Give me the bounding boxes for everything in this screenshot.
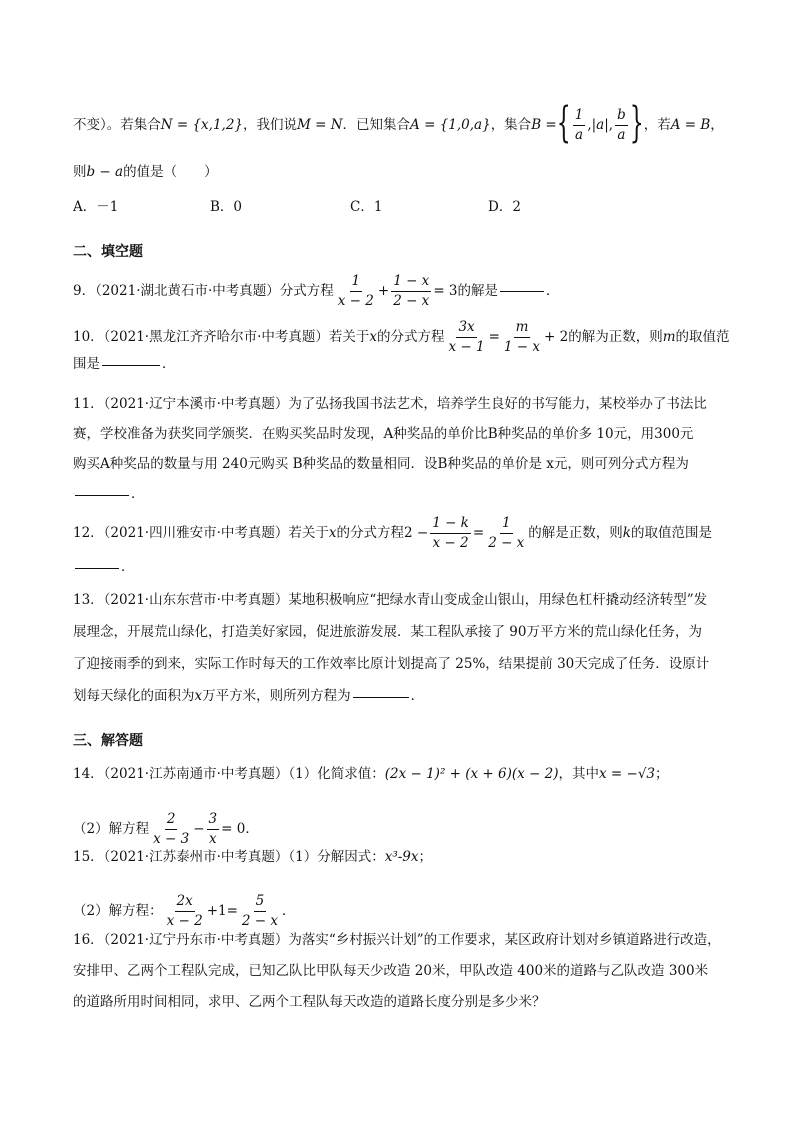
abs-value: |a| xyxy=(591,116,609,133)
fraction xyxy=(391,274,431,309)
q10-text: 10．（2021·黑龙江齐齐哈尔市·中考真题）若关于 xyxy=(73,328,370,345)
q15-text: （2）解方程： xyxy=(73,902,163,919)
q8-text: ．已知集合 xyxy=(342,116,411,133)
var-m: m xyxy=(662,328,676,345)
q14-text: 14．（2021·江苏南通市·中考真题）（1）化简求值： xyxy=(73,766,385,782)
q15-end: ． xyxy=(282,902,296,919)
denominator: a xyxy=(574,126,584,143)
q10-line2 xyxy=(73,358,176,372)
q14-text: ，其中 xyxy=(558,766,600,782)
q15-expr: x³-9x xyxy=(384,849,419,865)
fraction xyxy=(573,108,586,143)
q8-text: 则 xyxy=(73,164,87,180)
q12-text: 的解是正数，则 xyxy=(528,524,623,541)
var-x: x xyxy=(328,524,337,541)
denominator: x − 3 xyxy=(153,830,190,847)
q14-text: ； xyxy=(655,766,669,782)
q13-text: 万平方米，则所列方程为 xyxy=(202,688,351,704)
q8-text: ，我们说 xyxy=(243,116,298,133)
numerator: 1 xyxy=(500,516,513,534)
numerator: 1 xyxy=(573,108,586,126)
q14-cond: x = −√3 xyxy=(599,766,656,782)
q9 xyxy=(73,274,560,309)
q8-text: ，若 xyxy=(643,116,671,133)
q16-line2: 安排甲、乙两个工程队完成，已知乙队比甲队每天少改造 20米，甲队改造 400米的道路与乙队改造 300米 xyxy=(73,963,709,979)
fraction xyxy=(207,812,220,847)
q12 xyxy=(73,516,712,551)
numerator: 3 xyxy=(207,812,220,830)
fraction xyxy=(151,812,191,847)
q10-text: 围是 xyxy=(73,356,100,372)
denominator: 1 − x xyxy=(503,338,541,355)
numerator: 1 − x xyxy=(391,274,431,292)
option-d[interactable]: D．2 xyxy=(488,199,521,215)
answer-blank[interactable] xyxy=(500,290,544,292)
q14-part2 xyxy=(73,812,259,847)
q10-end: ． xyxy=(162,356,176,372)
q16-line3: 的道路所用时间相同，求甲、乙两个工程队每天改造的道路长度分别是多少米？ xyxy=(73,994,546,1010)
q8-text: 不变）。若集合 xyxy=(73,116,161,133)
fraction xyxy=(336,274,376,309)
fraction xyxy=(486,516,526,551)
q14-expr: (2x − 1)² + (x + 6)(x − 2) xyxy=(384,766,559,782)
denominator: 2 − x xyxy=(393,292,430,309)
q11-line4 xyxy=(73,488,145,502)
q8-set-n: N = {x,1,2} xyxy=(160,116,244,133)
numerator: 2x xyxy=(175,894,195,912)
denominator: x − 2 xyxy=(166,912,203,929)
q12-text: 的取值范围是 xyxy=(630,524,712,541)
rhs: + 2 xyxy=(544,328,569,345)
q15-text: 15．（2021·江苏泰州市·中考真题）（1）分解因式： xyxy=(73,849,385,865)
q13-line4 xyxy=(73,690,424,704)
denominator: 2 − x xyxy=(488,534,525,551)
numerator: 3x xyxy=(456,320,476,338)
q8-expr: b − a xyxy=(86,164,124,180)
answer-blank[interactable] xyxy=(353,696,409,698)
q13-text: 划每天绿化的面积为 xyxy=(73,688,195,704)
denominator: 2 − x xyxy=(241,912,279,929)
q9-end: ． xyxy=(546,282,560,299)
q14-part1 xyxy=(73,768,669,782)
fraction xyxy=(615,108,628,143)
denominator: x − 1 xyxy=(448,338,485,355)
fraction xyxy=(165,894,205,929)
numerator: 1 − k xyxy=(430,516,471,534)
denominator: x − 2 xyxy=(432,534,469,551)
q11-line3: 购买A种奖品的数量与用 240元购买 B种奖品的数量相同．设B种奖品的单价是 x元，则可列分式方程为 xyxy=(73,456,689,472)
option-a[interactable]: A．－1 xyxy=(73,199,119,215)
q10 xyxy=(73,320,730,355)
q9-text: 9．（2021·湖北黄石市·中考真题）分式方程 xyxy=(73,282,334,299)
q12-line2 xyxy=(73,561,135,575)
q8-eq-mn: M = N xyxy=(297,116,343,133)
answer-blank[interactable] xyxy=(75,494,129,496)
option-c[interactable]: C．1 xyxy=(350,199,383,215)
operator: +1= xyxy=(206,902,238,919)
q15-part1 xyxy=(73,851,432,865)
q13-end: ． xyxy=(410,688,425,704)
q8-set-b-prefix: B = xyxy=(531,116,557,133)
answer-blank[interactable] xyxy=(75,567,119,569)
operator: = xyxy=(472,524,485,541)
q10-text: 的取值范 xyxy=(675,328,730,345)
q10-text: 的分式方程 xyxy=(377,328,445,345)
denominator: x xyxy=(209,830,217,847)
q11-end: ． xyxy=(131,486,145,502)
denominator: x − 2 xyxy=(337,292,374,309)
left-brace: { xyxy=(556,100,571,149)
q16-line1: 16．（2021·辽宁丹东市·中考真题）为落实“乡村振兴计划”的工作要求，某区政府计划对乡镇道路进行改造， xyxy=(73,932,721,948)
q11-line2: 赛，学校准备为获奖同学颁奖．在购买奖品时发现，A种奖品的单价比B种奖品的单价多 10元，用300元 xyxy=(73,426,694,442)
operator: − xyxy=(193,820,205,837)
numerator: 5 xyxy=(254,894,267,912)
q12-text: 12．（2021·四川雅安市·中考真题）若关于 xyxy=(73,524,329,541)
q10-text: 的解为正数，则 xyxy=(568,328,663,345)
answer-blank[interactable] xyxy=(102,364,160,366)
var-x: x xyxy=(194,688,203,704)
section-title-fill-blank: 二、填空题 xyxy=(73,244,143,260)
var-x: x xyxy=(369,328,377,345)
denominator: a xyxy=(617,126,626,143)
numerator: b xyxy=(615,108,628,126)
q13-line1: 13．（2021·山东东营市·中考真题）某地积极响应“把绿水青山变成金山银山，用绿色杠杆撬动经济转型”发 xyxy=(73,592,708,608)
fraction xyxy=(447,320,487,355)
operator: + xyxy=(377,282,390,299)
q11-line1: 11．（2021·辽宁本溪市·中考真题）为了弘扬我国书法艺术，培养学生良好的书写能力，某校举办了书法比 xyxy=(73,396,707,412)
q15-part2 xyxy=(73,894,296,929)
q8-text: ，集合 xyxy=(490,116,532,133)
fraction xyxy=(240,894,280,929)
numerator: m xyxy=(514,320,531,338)
option-b[interactable]: B．0 xyxy=(210,199,243,215)
operator: = xyxy=(488,328,500,345)
rhs: = 3 xyxy=(433,282,458,299)
q8-text: ， xyxy=(710,116,724,133)
q8-eq-ab: A = B xyxy=(670,116,711,133)
q8-line1: 不变）。若集合 N = {x,1,2} ，我们说 M = N ．已知集合 A = {1,0,a} ，集合 B = { $\frac{1}{a}$ , |a| , $\frac{b}{a}$ } ，若 A = B ， xyxy=(73,100,724,149)
q12-text: 的分式方程 xyxy=(336,524,404,541)
q14-end: ． xyxy=(245,820,259,837)
q14-text: （2）解方程 xyxy=(73,820,150,837)
rhs: = 0 xyxy=(221,820,246,837)
q13-line2: 展理念，开展荒山绿化，打造美好家园，促进旅游发展．某工程队承接了 90万平方米的荒山绿化任务，为 xyxy=(73,624,702,640)
right-brace: } xyxy=(629,100,644,149)
var-k: k xyxy=(622,524,631,541)
fraction xyxy=(430,516,471,551)
q8-set-a: A = {1,0,a} xyxy=(410,116,491,133)
numerator: 1 xyxy=(350,274,363,292)
q8-text: 的值是（ ） xyxy=(123,164,218,180)
section-title-solutions: 三、解答题 xyxy=(73,733,143,749)
q9-text: 的解是 xyxy=(457,282,499,299)
q8-line2 xyxy=(73,166,218,180)
q15-text: ； xyxy=(418,849,433,865)
numerator: 2 xyxy=(165,812,178,830)
fraction xyxy=(502,320,542,355)
q12-end: ． xyxy=(121,559,135,575)
lhs: 2 − xyxy=(404,524,429,541)
q13-line3: 了迎接雨季的到来，实际工作时每天的工作效率比原计划提高了 25%，结果提前 30天完成了任务．设原计 xyxy=(73,656,710,672)
